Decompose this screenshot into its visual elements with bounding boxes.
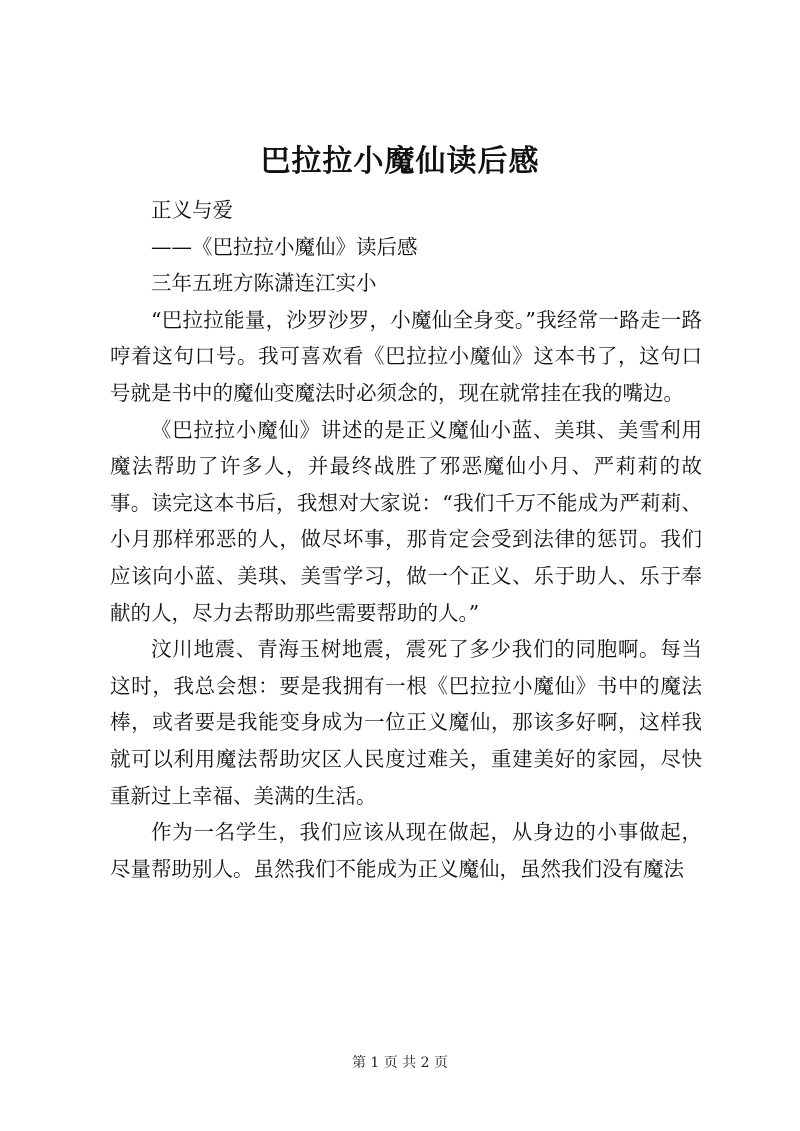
paragraph: 汶川地震、青海玉树地震，震死了多少我们的同胞啊。每当这时，我总会想：要是我拥有一根《巴拉拉小魔仙》书中的魔法棒，或者要是我能变身成为一位正义魔仙，那该多好啊，这样我就可以利用魔法帮助灾区人民度过难关，重建美好的家园，尽快重新过上幸福、美满的生活。 [110, 637, 702, 808]
subtitle-line: 正义与爱 [151, 198, 233, 222]
paragraph: “巴拉拉能量，沙罗沙罗，小魔仙全身变。”我经常一路走一路哼着这句口号。我可喜欢看《巴拉拉小魔仙》这本书了，这句口号就是书中的魔仙变魔法时必须念的，现在就常挂在我的嘴边。 [110, 307, 702, 405]
document-body [110, 192, 702, 887]
paragraph: 《巴拉拉小魔仙》讲述的是正义魔仙小蓝、美琪、美雪利用魔法帮助了许多人，并最终战胜了邪恶魔仙小月、严莉莉的故事。读完这本书后，我想对大家说：“我们千万不能成为严莉莉、小月那样邪恶的人，做尽坏事，那肯定会受到法律的惩罚。我们应该向小蓝、美琪、美雪学习，做一个正义、乐于助人、乐于奉献的人，尽力去帮助那些需要帮助的人。” [110, 417, 702, 625]
page-indicator: 第 1 页 共 2 页 [351, 1055, 449, 1071]
subtitle-line: ——《巴拉拉小魔仙》读后感 [151, 234, 418, 259]
document-title: 巴拉拉小魔仙读后感 [260, 144, 540, 179]
paragraph: 作为一名学生，我们应该从现在做起，从身边的小事做起，尽量帮助别人。虽然我们不能成为正义魔仙，虽然我们没有魔法 [110, 820, 702, 881]
author-line: 三年五班方陈潇连江实小 [151, 271, 377, 296]
